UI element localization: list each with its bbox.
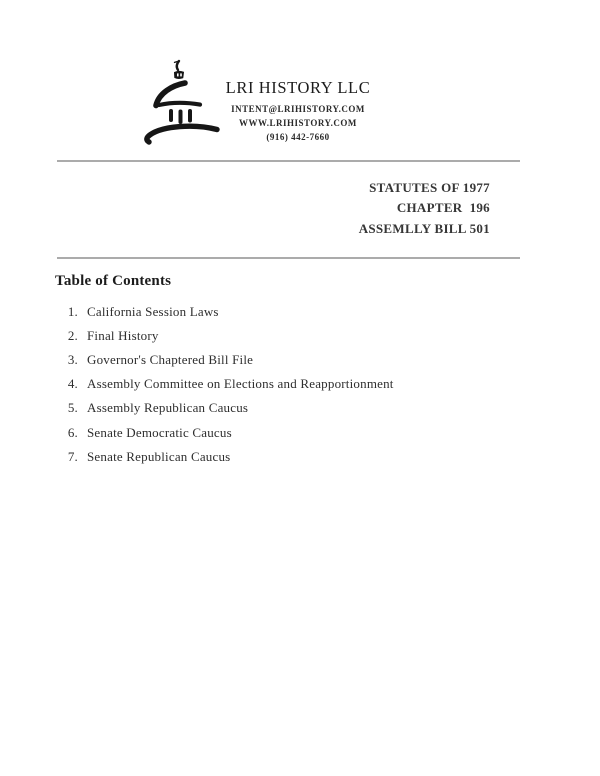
bill-line: ASSEMLLY BILL 501 [358, 220, 490, 236]
toc-item-label: Final History [87, 328, 159, 344]
toc-item-number: 3. [67, 352, 78, 368]
toc-item-label: California Session Laws [87, 304, 219, 320]
divider-top [57, 160, 520, 162]
toc-item-label: Assembly Republican Caucus [87, 400, 249, 416]
toc-list [56, 300, 536, 469]
toc-item-number: 2. [67, 328, 78, 344]
contact-block [200, 102, 396, 144]
toc-item-number: 1. [67, 304, 78, 320]
toc-item [56, 445, 536, 469]
toc-item-label: Assembly Committee on Elections and Reapportionment [87, 376, 394, 392]
contact-phone: (916) 442-7660 [266, 132, 330, 142]
toc-item-label: Senate Democratic Caucus [87, 424, 232, 440]
toc-item [56, 324, 536, 348]
divider-bottom [57, 257, 520, 259]
letterhead [200, 77, 396, 144]
contact-email: INTENT@LRIHISTORY.COM [231, 104, 365, 114]
statutes-line: STATUTES OF 1977 [369, 180, 490, 195]
contact-website: WWW.LRIHISTORY.COM [239, 118, 357, 128]
toc-item [56, 300, 536, 324]
toc-item-number: 7. [67, 448, 78, 464]
bill-reference [240, 178, 490, 239]
toc-item [56, 420, 536, 444]
toc-item [56, 348, 536, 372]
toc-item-label: Senate Republican Caucus [87, 448, 231, 464]
toc-item [56, 396, 536, 420]
toc-item-number: 5. [67, 400, 78, 416]
toc-item [56, 372, 536, 396]
toc-item-label: Governor's Chaptered Bill File [87, 352, 254, 368]
toc-item-number: 4. [67, 376, 78, 392]
toc-heading: Table of Contents [55, 273, 172, 289]
chapter-line: CHAPTER 196 [396, 200, 490, 216]
toc-item-number: 6. [67, 424, 78, 440]
company-name: LRI HISTORY LLC [225, 78, 371, 97]
